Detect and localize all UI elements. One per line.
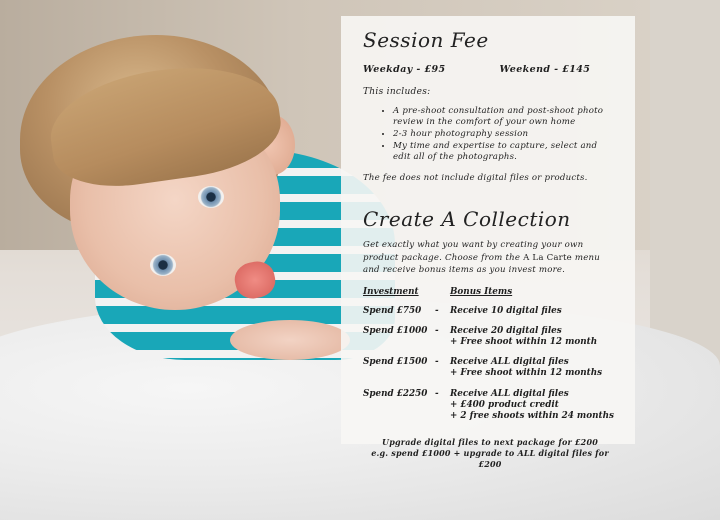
investment-heading: Investment	[363, 286, 419, 297]
collection-table-header	[363, 287, 617, 297]
create-collection-title: Create A Collection	[363, 207, 571, 231]
bonus-items-heading: Bonus Items	[450, 286, 513, 297]
table-row	[363, 326, 617, 348]
includes-intro: This includes:	[363, 87, 431, 97]
a-la-carte-text: A La Carte	[523, 252, 572, 263]
desc-text: menu and receive bonus items as you invest more.	[363, 252, 600, 275]
collection-description	[363, 239, 617, 277]
photo-eye-left	[150, 254, 176, 276]
upgrade-example-line: e.g. spend £1000 + upgrade to ALL digital files for £200	[371, 448, 609, 470]
upgrade-note	[363, 437, 617, 470]
bonus-item: + Free shoot within 12 months	[450, 368, 603, 379]
row-dash: -	[435, 305, 439, 316]
desc-text: Get exactly what you want by creating your own product package. Choose from the	[363, 240, 584, 263]
spend-amount: Spend £2250	[363, 388, 428, 399]
list-item: • My time and expertise to capture, select and edit all of the photographs.	[393, 141, 617, 163]
weekday-fee: Weekday - £95	[363, 64, 446, 75]
upgrade-line: Upgrade digital files to next package for £200	[382, 437, 598, 448]
table-row	[363, 389, 617, 423]
spend-amount: Spend £750	[363, 305, 422, 316]
photo-hand	[230, 320, 350, 360]
session-fee-title: Session Fee	[363, 28, 489, 52]
bonus-item: Receive ALL digital files	[450, 357, 569, 368]
row-dash: -	[435, 357, 439, 368]
bonus-item: + £400 product credit	[450, 399, 559, 410]
fee-line	[363, 64, 617, 75]
row-dash: -	[435, 388, 439, 399]
bonus-item: Receive 20 digital files	[450, 325, 562, 336]
list-item: • 2-3 hour photography session	[393, 129, 617, 140]
includes-list	[363, 106, 617, 163]
pricing-panel	[341, 16, 635, 470]
bonus-item: + Free shoot within 12 month	[450, 336, 598, 347]
spend-amount: Spend £1500	[363, 357, 428, 368]
spend-amount: Spend £1000	[363, 325, 428, 336]
list-item: • A pre-shoot consultation and post-shoot photo review in the comfort of your own home	[393, 106, 617, 128]
photo-eye-right	[198, 186, 224, 208]
weekend-fee: Weekend - £145	[499, 64, 591, 75]
bonus-item: Receive ALL digital files	[450, 388, 569, 399]
bonus-item: Receive 10 digital files	[450, 305, 562, 316]
row-dash: -	[435, 325, 439, 336]
table-row	[363, 357, 617, 379]
table-row	[363, 306, 617, 317]
bonus-item: + 2 free shoots within 24 months	[450, 410, 614, 421]
fee-note: The fee does not include digital files or products.	[363, 173, 588, 183]
collection-table	[363, 306, 617, 423]
